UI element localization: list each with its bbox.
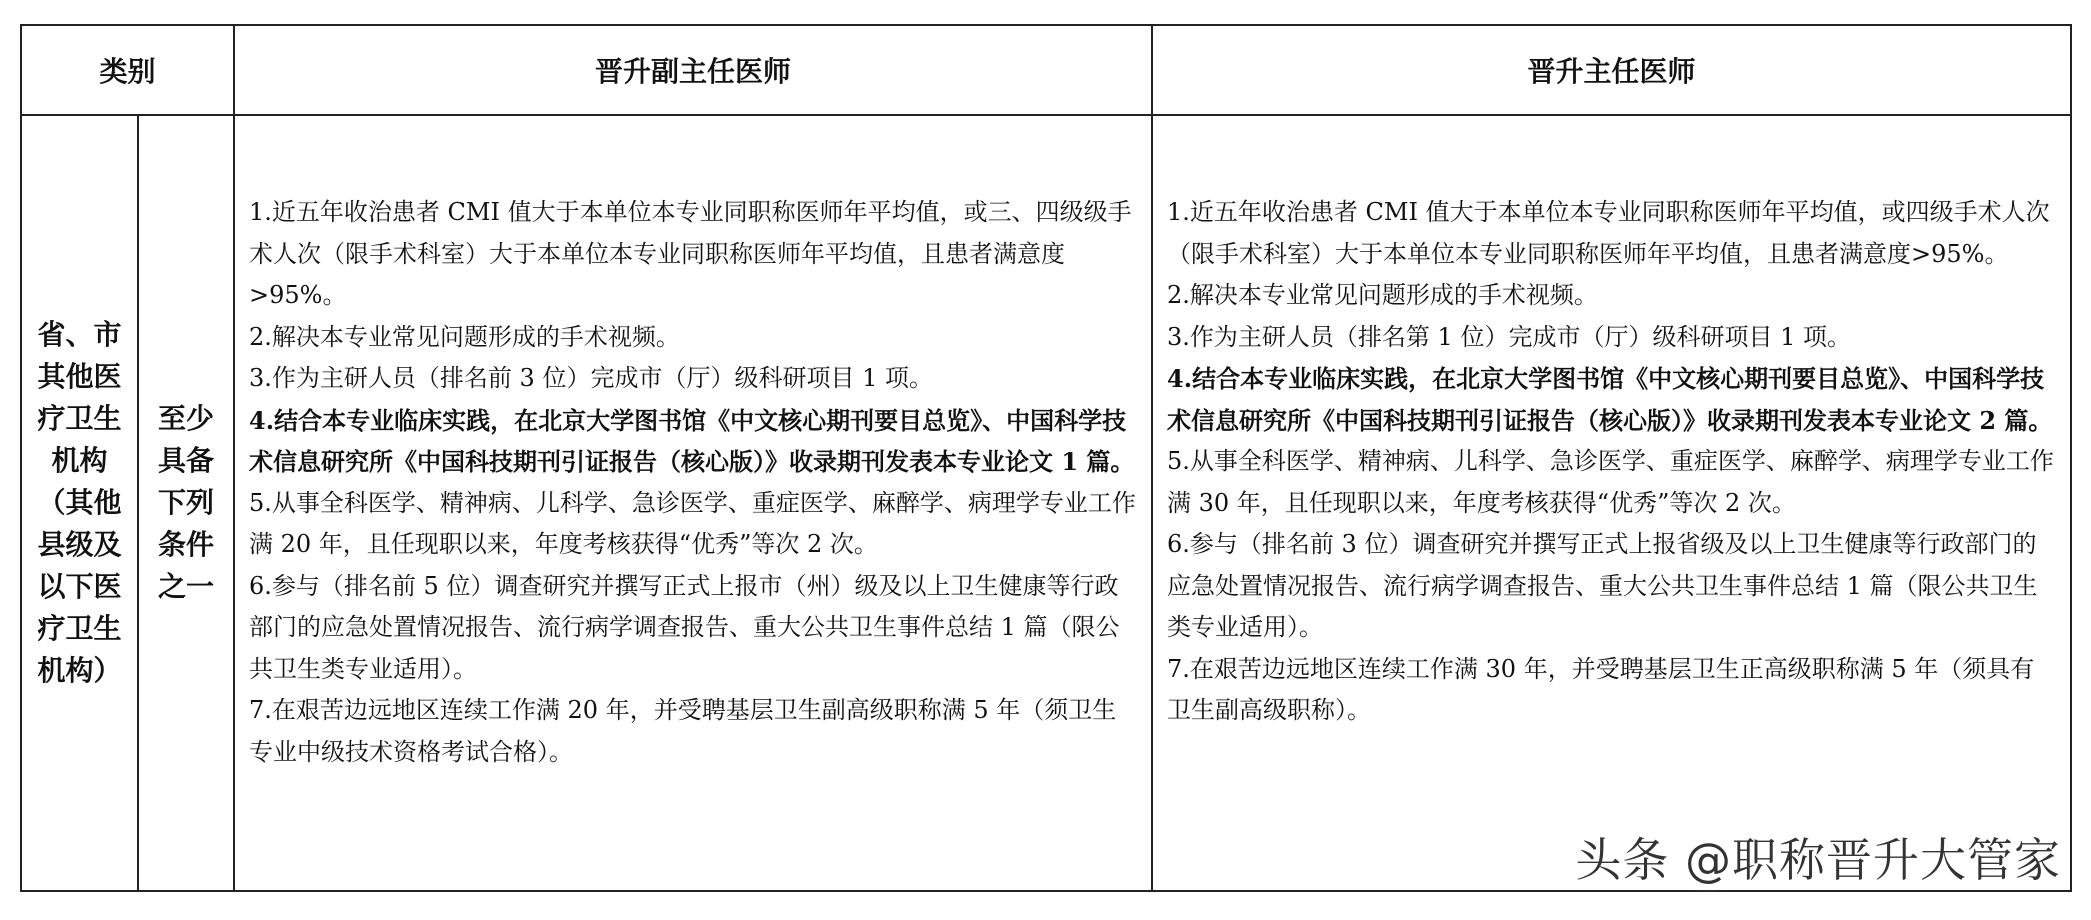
condition-cell [138,115,234,891]
requirements-row [21,115,2071,891]
header-chief: 晋升主任医师 [1152,25,2071,115]
deputy-item-4: 4.结合本专业临床实践，在北京大学图书馆《中文核心期刊要目总览》、中国科学技术信息研究所《中国科技期刊引证报告（核心版）》收录期刊发表本专业论文 1 篇。 [249,405,1135,476]
chief-item-5: 5.从事全科医学、精神病、儿科学、急诊医学、重症医学、麻醉学、病理学专业工作满 30 年，且任现职以来，年度考核获得“优秀”等次 2 次。 [1167,447,2054,517]
chief-item-7: 7.在艰苦边远地区连续工作满 30 年，并受聘基层卫生正高级职称满 5 年（须具有卫生副高级职称）。 [1167,654,2035,724]
org-type-cell [21,115,138,891]
deputy-item-3: 3.作为主研人员（排名前 3 位）完成市（厅）级科研项目 1 项。 [249,364,933,392]
header-category: 类别 [21,25,234,115]
requirements-table [20,24,2072,892]
chief-item-1: 1.近五年收治患者 CMI 值大于本单位本专业同职称医师年平均值，或四级手术人次（限手术科室）大于本单位本专业同职称医师年平均值，且患者满意度>95%。 [1167,198,2050,268]
deputy-chief-requirements [234,115,1152,891]
header-row [21,25,2071,115]
chief-item-4: 4.结合本专业临床实践，在北京大学图书馆《中文核心期刊要目总览》、中国科学技术信息研究所《中国科技期刊引证报告（核心版）》收录期刊发表本专业论文 2 篇。 [1167,364,2053,435]
chief-item-3: 3.作为主研人员（排名第 1 位）完成市（厅）级科研项目 1 项。 [1167,322,1851,351]
condition-label: 至少具备下列条件之一 [157,402,214,603]
chief-requirements [1152,115,2071,891]
deputy-item-1: 1.近五年收治患者 CMI 值大于本单位本专业同职称医师年平均值，或三、四级级手术人次（限手术科室）大于本单位本专业同职称医师年平均值，且患者满意度>95%。 [249,198,1132,309]
deputy-item-2: 2.解决本专业常见问题形成的手术视频。 [249,322,680,351]
watermark: 头条 @职称晋升大管家 [1575,833,2061,887]
chief-item-6: 6.参与（排名前 3 位）调查研究并撰写正式上报省级及以上卫生健康等行政部门的应急处置情况报告、流行病学调查报告、重大公共卫生事件总结 1 篇（限公共卫生类专业适用）。 [1167,530,2038,641]
deputy-item-6: 6.参与（排名前 5 位）调查研究并撰写正式上报市（州）级及以上卫生健康等行政部门的应急处置情况报告、流行病学调查报告、重大公共卫生事件总结 1 篇（限公共卫生类专业适用）。 [249,571,1120,683]
chief-item-2: 2.解决本专业常见问题形成的手术视频。 [1167,281,1598,309]
deputy-item-5: 5.从事全科医学、精神病、儿科学、急诊医学、重症医学、麻醉学、病理学专业工作满 20 年，且任现职以来，年度考核获得“优秀”等次 2 次。 [249,488,1136,558]
deputy-item-7: 7.在艰苦边远地区连续工作满 20 年，并受聘基层卫生副高级职称满 5 年（须卫生专业中级技术资格考试合格）。 [249,696,1117,766]
org-type-label: 省、市其他医疗卫生机构（其他县级及以下医疗卫生机构） [37,318,122,687]
header-deputy-chief: 晋升副主任医师 [234,25,1152,115]
